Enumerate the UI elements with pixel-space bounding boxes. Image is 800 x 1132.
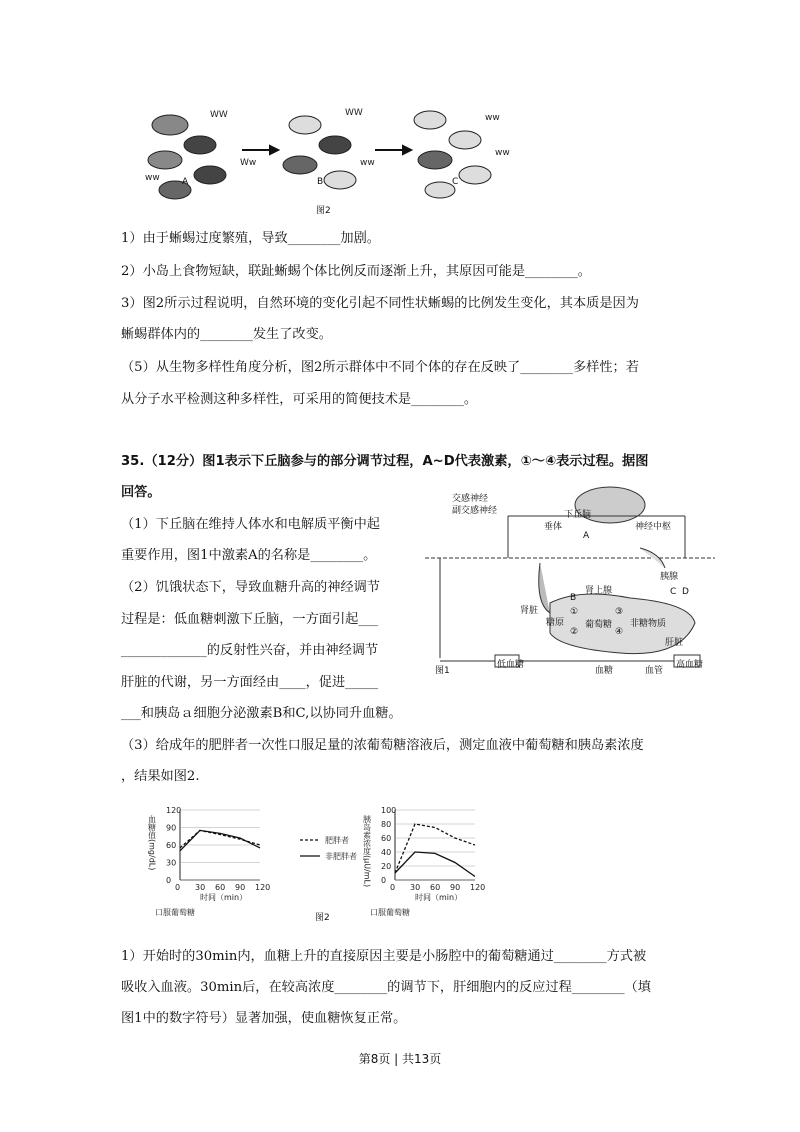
x-tick-label-1: 0 [390,883,396,892]
x-axis-label-1: 时间（min） [415,893,463,902]
fig1-label-2: ② [570,627,579,637]
annotation-0: 口服葡萄糖 [155,908,195,917]
x-tick-label-1: 30 [410,883,421,892]
fig1-label-nonsugar: 非糖物质 [630,619,667,629]
y-tick-label-1: 40 [381,848,392,857]
fig1-legend-sympathetic: 交感神经 [452,494,489,504]
fig1-label-1: ① [570,607,579,617]
q34-sub5-line2: 从分子水平检测这种多样性，可采用的简便技术是________。 [121,392,478,407]
q34-sub2: 2）小岛上食物短缺，联趾蜥蜴个体比例反而逐渐上升，其原因可能是________。 [121,264,591,279]
fig1-label-blood-sugar: 血糖 [595,666,614,676]
figure-caption: 图2 [316,206,331,216]
legend-label-0: 肥胖者 [325,836,349,845]
q35-q1-line1: 1）开始时的30min内，血糖上升的直接原因主要是小肠腔中的葡萄糖通过________方式被 [121,949,647,964]
x-tick-label-0: 120 [255,883,271,892]
svg-text:Ww: Ww [240,158,257,168]
x-tick-label-1: 90 [450,883,461,892]
fig1-label-3: ③ [615,607,624,617]
figure-label-c: C [452,177,459,187]
svg-text:ww: ww [360,158,375,168]
svg-text:WW: WW [210,110,228,120]
fig1-label-kidney: 肾脏 [520,606,539,616]
figure-label-b: B [317,177,324,187]
x-tick-label-1: 120 [470,883,486,892]
fig1-legend-parasympathetic: 副交感神经 [452,506,498,516]
fig1-label-hypothalamus: 下丘脑 [564,510,592,520]
y-tick-label-0: 60 [166,841,177,850]
figure-label-a: A [182,177,189,187]
lizard-figure [130,95,530,215]
q34-sub1: 1）由于蜥蜴过度繁殖，导致________加剧。 [121,231,380,246]
y-tick-label-0: 120 [166,806,182,815]
q35-p1-line1: （1）下丘脑在维持人体水和电解质平衡中起 [121,517,380,532]
fig1-label-high-sugar: 高血糖 [676,660,704,670]
x-tick-label-0: 60 [215,883,226,892]
y-tick-label-1: 20 [381,862,392,871]
series-line-1-1 [395,852,475,877]
fig1-label-center: 神经中枢 [635,522,672,532]
q35-title-line1: 35.（12分）图1表示下丘脑参与的部分调节过程，A~D代表激素，①～④表示过程。据图 [121,454,649,469]
fig1-label-b: B [570,593,577,603]
x-tick-label-0: 90 [235,883,246,892]
y-tick-label-1: 80 [381,820,392,829]
q35-p2-line2: 过程是：低血糖刺激下丘脑，一方面引起___ [121,612,379,627]
fig1-label-4: ④ [615,627,624,637]
fig1-label-glucose: 葡萄糖 [585,620,613,630]
y-tick-label-1: 0 [381,876,387,885]
svg-text:ww: ww [145,173,160,183]
y-tick-label-0: 30 [166,858,177,868]
fig1-label-low-sugar: 低血糖 [497,660,525,670]
fig1-label-glycogen: 糖原 [546,618,565,628]
q35-p1-line2: 重要作用，图1中激素A的名称是________。 [121,548,377,563]
q34-sub5-line1: （5）从生物多样性角度分析，图2所示群体中不同个体的存在反映了________多样性；若 [121,360,639,375]
page-footer: 第8页 | 共13页 [358,1052,442,1066]
svg-text:ww: ww [495,148,510,158]
fig1-label-pancreas: 胰腺 [660,572,679,582]
fig2-caption: 图2 [315,913,330,923]
fig1-label-d: D [682,587,689,597]
series-line-1-0 [395,824,475,873]
svg-text:WW: WW [345,108,363,118]
fig1-label-vessel: 血管 [645,666,664,676]
q35-p2-line4: 肝脏的代谢，另一方面经由____，促进_____ [121,675,379,690]
fig1-label-c: C [670,587,677,597]
fig1-diagram [420,483,720,683]
fig1-caption: 图1 [435,666,450,676]
y-axis-label-1: 胰岛素浓度(μU/mL) [362,815,372,888]
q35-q1-line3: 图1中的数字符号）显著加强，使血糖恢复正常。 [121,1011,407,1026]
svg-text:ww: ww [485,113,500,123]
fig1-label-pituitary: 垂体 [544,522,563,532]
fig2-charts [147,800,490,930]
q34-sub3-line2: 蜥蜴群体内的________发生了改变。 [121,327,332,342]
fig1-label-adrenal: 肾上腺 [585,586,613,596]
y-tick-label-0: 90 [166,823,177,833]
y-tick-label-1: 100 [381,806,397,815]
x-tick-label-0: 30 [195,883,206,892]
q35-p3-line1: （3）给成年的肥胖者一次性口服足量的浓葡萄糖溶液后，测定血液中葡萄糖和胰岛素浓度 [121,738,644,753]
q35-p2-line3: _____________的反射性兴奋，并由神经调节 [121,643,379,658]
q35-p2-line5: ___和胰岛ａ细胞分泌激素B和C,以协同升血糖。 [121,706,402,721]
q35-q1-line2: 吸收入血液。30min后，在较高浓度________的调节下，肝细胞内的反应过程________（填 [121,980,651,995]
x-tick-label-1: 60 [430,883,441,892]
q35-title-line2: 回答。 [121,485,161,500]
x-tick-label-0: 0 [175,883,181,892]
fig1-label-a: A [583,531,590,541]
y-tick-label-0: 0 [166,876,172,885]
q35-p2-line1: （2）饥饿状态下，导致血糖升高的神经调节 [121,580,380,595]
series-line-0-1 [180,830,260,850]
legend-label-1: 非肥胖者 [325,852,357,861]
lizard-figure-drawing [130,95,530,215]
x-axis-label-0: 时间（min） [200,893,248,902]
annotation-1: 口服葡萄糖 [370,908,410,917]
fig1-label-liver: 肝脏 [665,638,684,648]
q35-p3-line2: ，结果如图2. [121,769,200,784]
y-axis-label-0: 血糖值(mg/dL) [147,815,157,871]
y-tick-label-1: 60 [381,834,392,843]
q34-sub3-line1: 3）图2所示过程说明，自然环境的变化引起不同性状蜥蜴的比例发生变化，其本质是因为 [121,296,639,311]
